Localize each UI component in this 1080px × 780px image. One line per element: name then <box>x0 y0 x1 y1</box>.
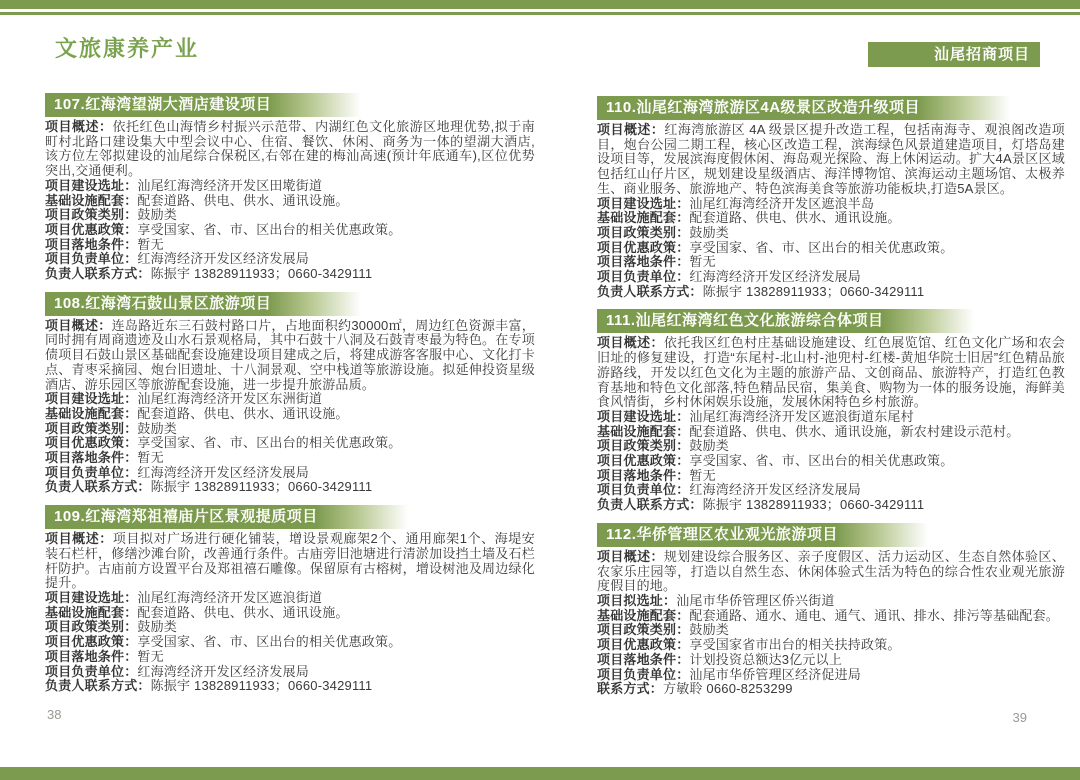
field-row: 项目负责单位：红海湾经济开发区经济发展局 <box>45 663 310 679</box>
corner-badge: 汕尾招商项目 <box>868 42 1040 67</box>
field-row: 项目优惠政策：享受国家、省、市、区出台的相关优惠政策。 <box>45 435 402 451</box>
field-label: 项目政策类别： <box>45 619 138 635</box>
field-row: 负责人联系方式：陈振宇 13828911933；0660-3429111 <box>45 266 373 282</box>
field-label: 项目政策类别： <box>45 207 138 223</box>
page-number-right: 39 <box>1012 709 1027 725</box>
project-heading: 112.华侨管理区农业观光旅游项目 <box>597 523 928 547</box>
field-row: 项目政策类别：鼓励类 <box>45 420 178 436</box>
field-label: 项目落地条件： <box>597 254 690 270</box>
field-row: 项目优惠政策：享受国家省市出台的相关扶持政策。 <box>597 637 901 653</box>
field-row: 基础设施配套：配套通路、通水、通电、通气、通讯、排水、排污等基础配套。 <box>597 607 1060 623</box>
field-row: 负责人联系方式：陈振宇 13828911933；0660-3429111 <box>45 479 373 495</box>
field-row: 项目落地条件：暂无 <box>45 648 164 664</box>
field-label: 项目概述： <box>597 122 665 137</box>
field-row: 项目概述：连岛路近东三石鼓村路口片，占地面积约30000㎡，周边红色资源丰富，同时拥有周商遗迹及山水石景观格局，其中石鼓十八洞及石鼓青枣最为特色。在专项债项目石鼓山景区基础配套设施建设项目建成之后，将建成游客客服中心、文化打卡点、青枣采摘园、炮台旧遗址、十八洞景观、空中栈道等旅游设施。拟延伸投资星级酒店、游乐园区等旅游配套设施，进一步提升旅游品质。 <box>45 317 535 392</box>
project-heading: 111.汕尾红海湾红色文化旅游综合体项目 <box>597 309 974 333</box>
field-label: 负责人联系方式： <box>597 283 703 299</box>
project-body <box>597 336 1065 512</box>
top-border-bar <box>0 0 1080 9</box>
field-row: 基础设施配套：配套道路、供电、供水、通讯设施。 <box>597 210 901 226</box>
project-section <box>597 523 1065 697</box>
page-title: 文旅康养产业 <box>55 36 200 61</box>
field-label: 项目概述： <box>45 531 113 547</box>
field-label: 基础设施配套： <box>597 423 690 439</box>
right-page-sections <box>597 96 1065 697</box>
field-row: 基础设施配套：配套道路、供电、供水、通讯设施。 <box>45 405 349 421</box>
field-row: 项目落地条件：暂无 <box>597 467 716 483</box>
field-row: 项目建设选址：汕尾红海湾经济开发区东洲街道 <box>45 391 323 407</box>
field-label: 项目概述： <box>597 335 664 351</box>
field-label: 项目政策类别： <box>45 420 138 436</box>
field-row: 项目政策类别：鼓励类 <box>597 622 730 638</box>
project-section <box>45 505 535 694</box>
field-row: 项目优惠政策：享受国家、省、市、区出台的相关优惠政策。 <box>45 221 402 237</box>
field-row: 项目概述：依托我区红色村庄基础设施建设、红色展览馆、红色文化广场和农会旧址的修复建设，打造“东尾村-北山村-池兜村-红楼-黄旭华院士旧居”红色精品旅游路线，开发以红色文化为主题的旅游产品、文创商品、旅游特产，打造红色教育基地和特色文化部落,特色精品民宿，集美食、购物为一体的服务设施，海鲜美食风情街，乡村休闲娱乐设施，发展休闲特色乡村旅游。 <box>597 335 1065 410</box>
field-label: 负责人联系方式： <box>597 497 703 513</box>
field-label: 项目负责单位： <box>597 269 690 285</box>
field-label: 项目优惠政策： <box>45 221 138 237</box>
field-row: 项目负责单位：汕尾市华侨管理区经济促进局 <box>597 666 862 682</box>
field-row: 项目拟选址：汕尾市华侨管理区侨兴街道 <box>597 592 835 608</box>
field-label: 项目概述： <box>597 548 664 564</box>
field-row: 负责人联系方式：陈振宇 13828911933；0660-3429111 <box>45 678 373 694</box>
field-row: 项目建设选址：汕尾红海湾经济开发区遮浪街道 <box>45 589 323 605</box>
field-label: 项目优惠政策： <box>597 453 690 469</box>
field-label: 负责人联系方式： <box>45 266 151 282</box>
field-label: 项目建设选址： <box>45 589 138 605</box>
project-body <box>597 550 1065 697</box>
field-label: 项目建设选址： <box>45 391 138 407</box>
top-border-line <box>0 12 1080 15</box>
field-row: 项目优惠政策：享受国家、省、市、区出台的相关优惠政策。 <box>597 239 954 255</box>
field-label: 项目概述： <box>45 119 113 134</box>
field-label: 项目负责单位： <box>45 251 138 267</box>
field-label: 项目负责单位： <box>597 666 690 682</box>
field-label: 基础设施配套： <box>45 604 138 620</box>
project-section <box>597 96 1065 299</box>
field-row: 项目概述：红海湾旅游区 4A 级景区提升改造工程，包括南海寺、观浪阁改造项目，炮台公园二期工程，核心区改造工程，滨海绿色风景道建造项目，灯塔岛建设项目等，发展滨海度假休闲、海岛观光探险、海上休闲运动。扩大4A景区区域包括红山仔片区，规划建设星级酒店、海洋博物馆、滨海运动主题场馆、太极养生、商业服务、旅游地产、特色滨海美食等旅游功能板块,打造5A景区。 <box>597 122 1065 196</box>
field-row: 项目落地条件：暂无 <box>597 254 716 270</box>
field-label: 基础设施配套： <box>597 210 690 226</box>
project-body <box>597 123 1065 299</box>
field-row: 项目优惠政策：享受国家、省、市、区出台的相关优惠政策。 <box>45 634 402 650</box>
field-row: 项目建设选址：汕尾红海湾经济开发区田墘街道 <box>45 177 323 193</box>
field-row: 项目概述：依托红色山海情乡村振兴示范带、内湖红色文化旅游区地理优势,拟于南町村北路口建设集大中型会议中心、住宿、餐饮、休闲、商务为一体的望湖大酒店,该方位左邻拟建设的汕尾综合保税区,右邻在建的梅汕高速(预计年底通车),区位优势突出,交通便利。 <box>45 119 535 179</box>
field-label: 项目建设选址： <box>597 408 690 424</box>
field-row: 负责人联系方式：陈振宇 13828911933；0660-3429111 <box>597 283 925 299</box>
field-row: 项目政策类别：鼓励类 <box>45 619 178 635</box>
field-label: 项目负责单位： <box>45 464 138 480</box>
field-label: 项目落地条件： <box>45 648 138 664</box>
field-label: 项目优惠政策： <box>597 637 690 653</box>
field-row: 负责人联系方式：陈振宇 13828911933；0660-3429111 <box>597 497 925 513</box>
field-label: 项目落地条件： <box>597 467 690 483</box>
field-row: 项目政策类别：鼓励类 <box>597 438 730 454</box>
field-row: 项目落地条件：暂无 <box>45 236 164 252</box>
field-row: 项目负责单位：红海湾经济开发区经济发展局 <box>597 269 862 285</box>
field-row: 项目负责单位：红海湾经济开发区经济发展局 <box>45 251 310 267</box>
field-label: 负责人联系方式： <box>45 678 151 694</box>
field-label: 项目优惠政策： <box>45 634 138 650</box>
field-label: 联系方式： <box>597 681 664 697</box>
field-label: 项目拟选址： <box>597 592 677 608</box>
field-row: 项目政策类别：鼓励类 <box>597 224 730 240</box>
field-label: 基础设施配套： <box>45 405 138 421</box>
field-row: 基础设施配套：配套道路、供电、供水、通讯设施。 <box>45 192 349 208</box>
project-heading: 107.红海湾望湖大酒店建设项目 <box>45 93 361 117</box>
field-label: 项目落地条件： <box>597 651 690 667</box>
field-row: 项目负责单位：红海湾经济开发区经济发展局 <box>597 482 862 498</box>
left-page <box>45 36 535 722</box>
field-label: 项目概述： <box>45 317 112 333</box>
field-label: 项目负责单位： <box>597 482 690 498</box>
field-row: 联系方式：方敏聆 0660-8253299 <box>597 681 793 697</box>
field-row: 项目落地条件：暂无 <box>45 450 164 466</box>
project-heading: 110.汕尾红海湾旅游区4A级景区改造升级项目 <box>597 96 1010 120</box>
field-row: 项目落地条件：计划投资总额达3亿元以上 <box>597 651 843 667</box>
project-body <box>45 319 535 495</box>
field-label: 项目建设选址： <box>597 195 690 211</box>
page-number-left: 38 <box>47 706 62 722</box>
field-label: 项目优惠政策： <box>45 435 138 451</box>
field-row: 基础设施配套：配套道路、供电、供水、通讯设施。 <box>45 604 349 620</box>
project-body <box>45 120 535 282</box>
project-heading: 108.红海湾石鼓山景区旅游项目 <box>45 292 361 316</box>
project-body <box>45 532 535 694</box>
field-label: 项目落地条件： <box>45 450 138 466</box>
field-row: 基础设施配套：配套道路、供电、供水、通讯设施，新农村建设示范村。 <box>597 423 1020 439</box>
left-page-sections <box>45 93 535 694</box>
field-label: 负责人联系方式： <box>45 479 151 495</box>
project-section <box>45 292 535 495</box>
field-label: 项目政策类别： <box>597 622 690 638</box>
field-row: 项目建设选址：汕尾红海湾经济开发区遮浪半岛 <box>597 195 875 211</box>
field-row: 项目概述：规划建设综合服务区、亲子度假区、活力运动区、生态自然体验区、农家乐庄园等，打造以自然生态、休闲体验式生活为特色的综合性农业观光旅游度假目的地。 <box>597 548 1065 594</box>
field-label: 项目优惠政策： <box>597 239 690 255</box>
field-row: 项目建设选址：汕尾红海湾经济开发区遮浪街道东尾村 <box>597 408 914 424</box>
project-heading: 109.红海湾郑祖禧庙片区景观提质项目 <box>45 505 408 529</box>
field-label: 项目政策类别： <box>597 224 690 240</box>
field-row: 项目优惠政策：享受国家、省、市、区出台的相关优惠政策。 <box>597 453 954 469</box>
project-section <box>597 309 1065 512</box>
field-label: 项目政策类别： <box>597 438 690 454</box>
right-page <box>597 42 1065 725</box>
bottom-border-bar <box>0 767 1080 780</box>
field-label: 基础设施配套： <box>597 607 690 623</box>
field-label: 项目负责单位： <box>45 663 138 679</box>
field-label: 项目建设选址： <box>45 177 138 193</box>
field-label: 基础设施配套： <box>45 192 138 208</box>
project-section <box>45 93 535 282</box>
field-row: 项目负责单位：红海湾经济开发区经济发展局 <box>45 464 310 480</box>
field-row: 项目政策类别：鼓励类 <box>45 207 178 223</box>
field-label: 项目落地条件： <box>45 236 138 252</box>
field-row: 项目概述：项目拟对广场进行硬化铺装，增设景观廊架2个、通用廊架1个、海堤安装石栏杆，修缮沙滩台阶，改善通行条件。古庙旁旧池塘进行清淤加设挡土墙及石栏杆防护。古庙前方设置平台及郑祖禧石雕像。保留原有古榕树，增设树池及周边绿化提升。 <box>45 531 535 591</box>
